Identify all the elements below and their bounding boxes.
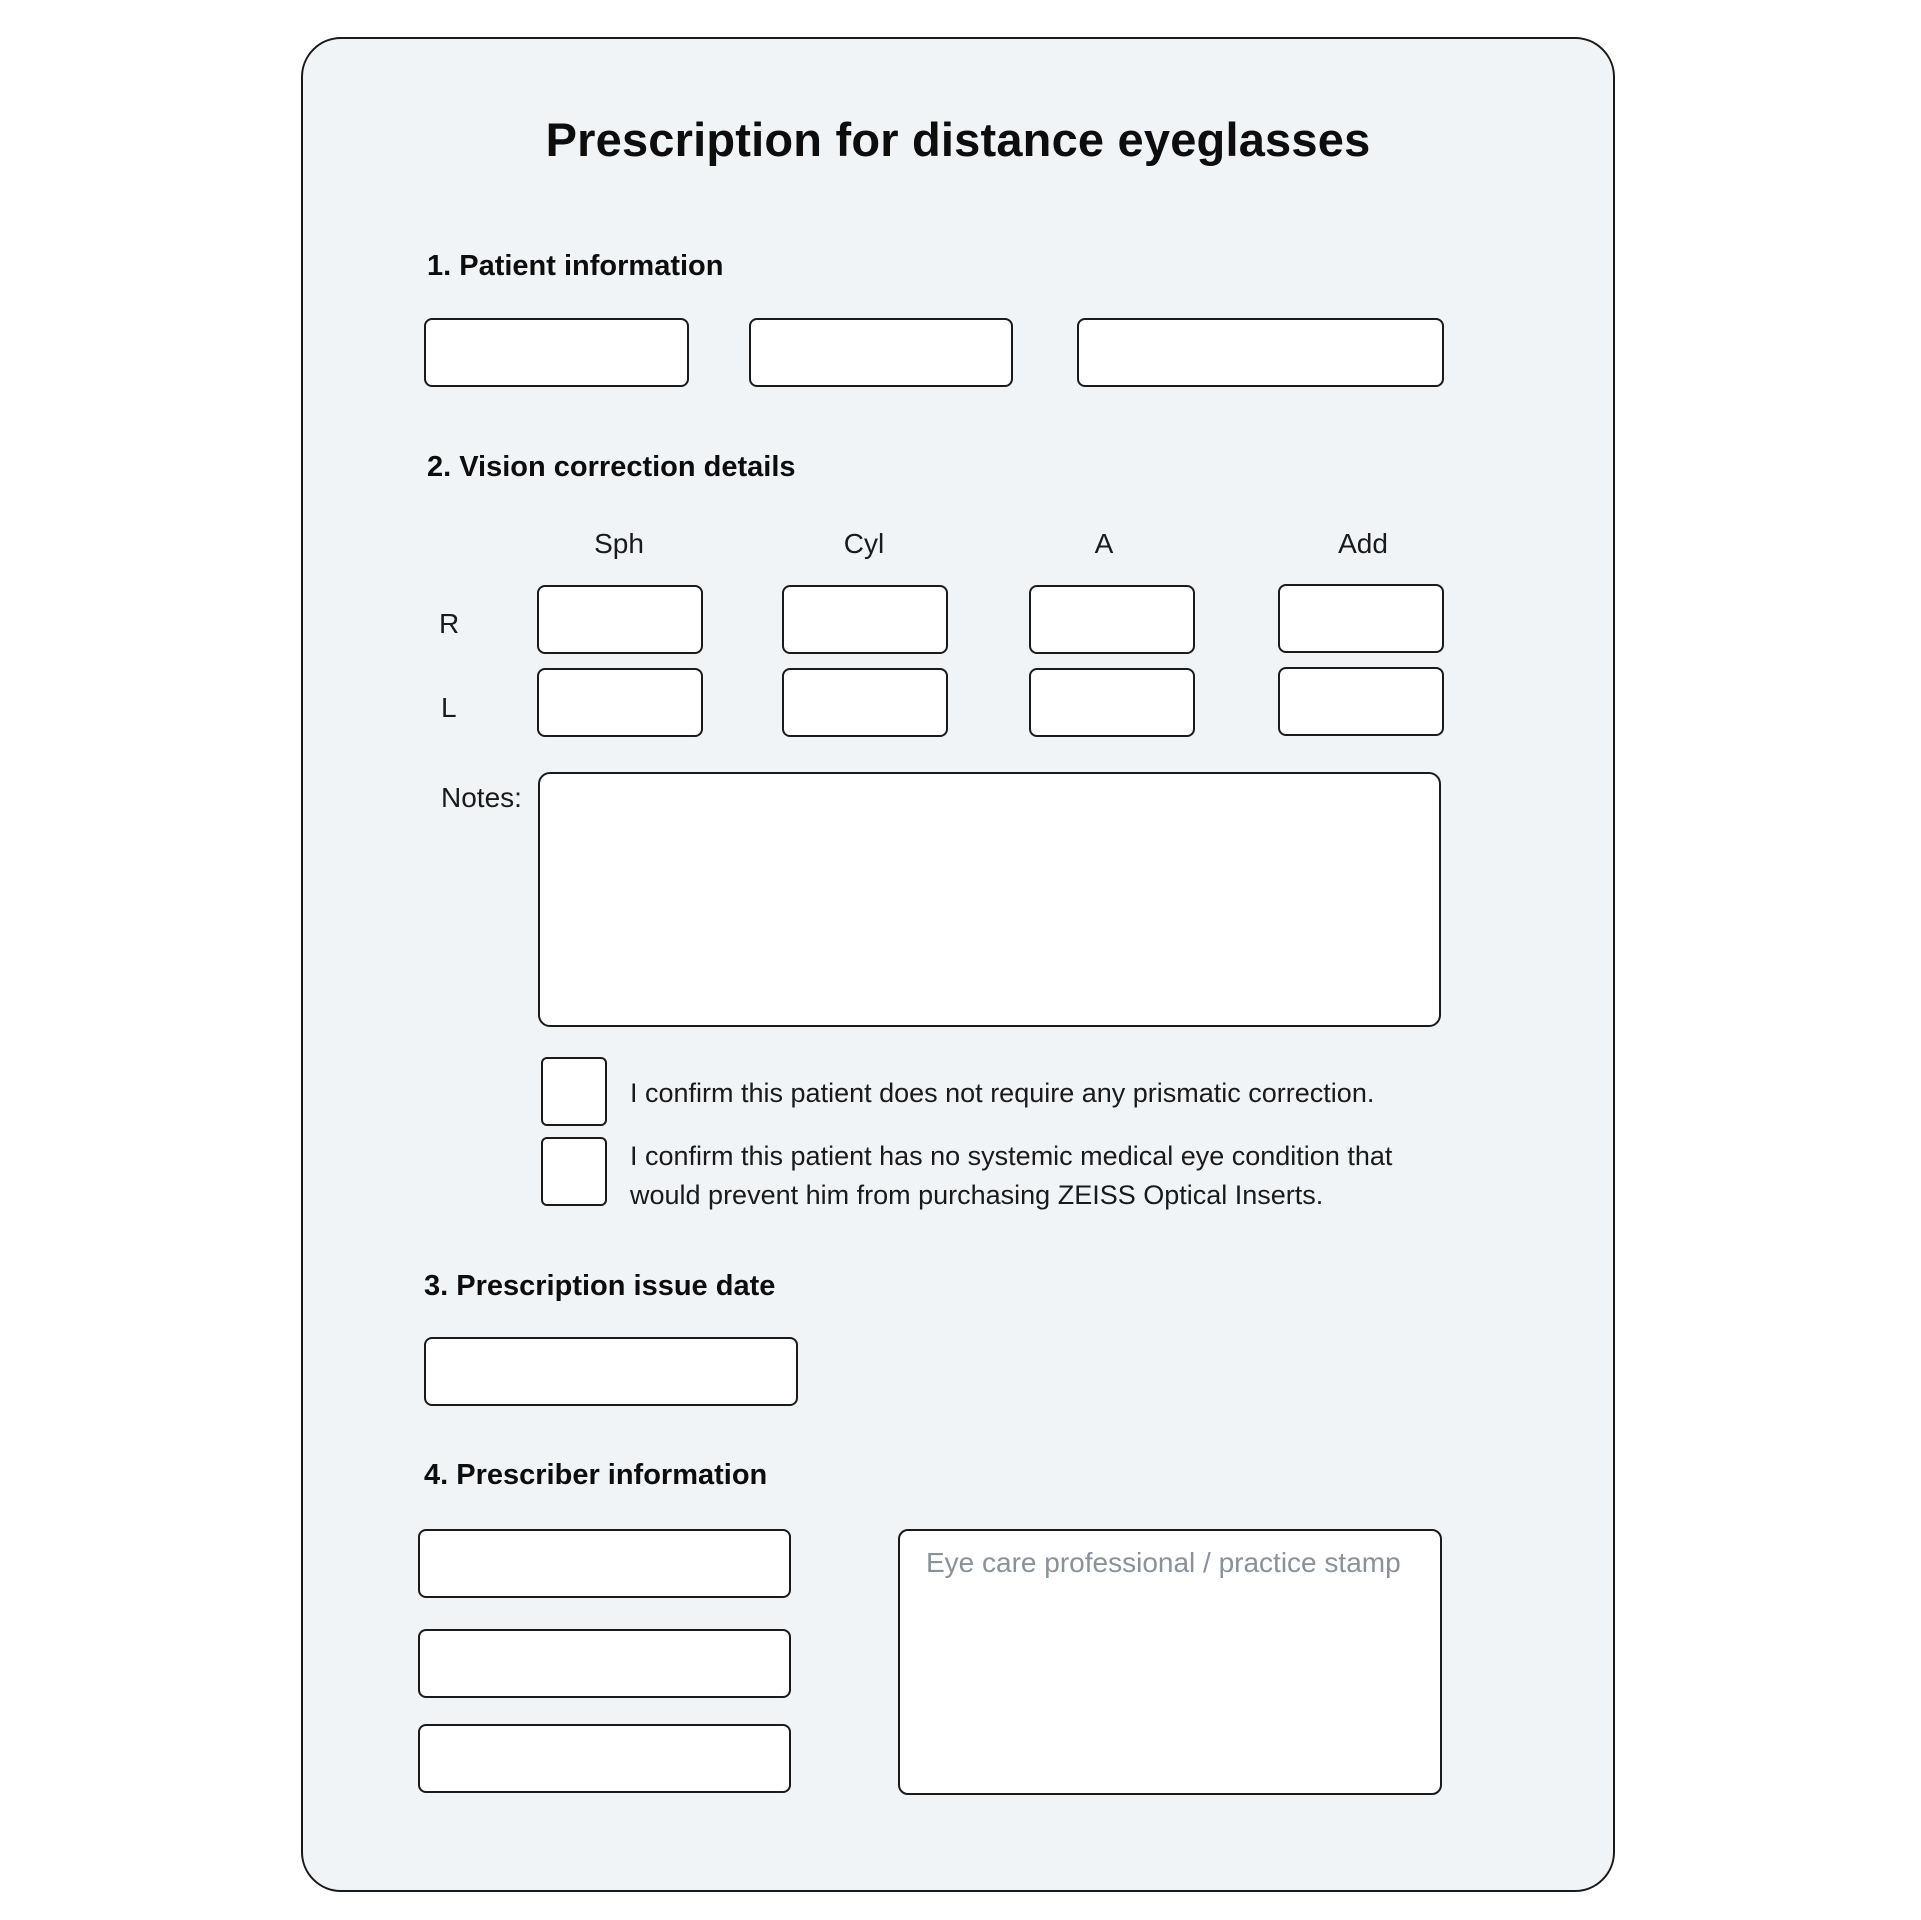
patient-field-3[interactable] <box>1077 318 1444 387</box>
left-add-input[interactable] <box>1278 667 1444 736</box>
stamp-placeholder-text: Eye care professional / practice stamp <box>926 1547 1401 1578</box>
left-cyl-input[interactable] <box>782 668 948 737</box>
column-header-add: Add <box>1338 528 1388 559</box>
left-sph-input[interactable] <box>537 668 703 737</box>
row-label-right: R <box>439 608 460 639</box>
patient-field-2[interactable] <box>749 318 1013 387</box>
prescriber-field-1[interactable] <box>418 1529 791 1598</box>
prescriber-field-2[interactable] <box>418 1629 791 1698</box>
right-axis-input[interactable] <box>1029 585 1195 654</box>
patient-field-1[interactable] <box>424 318 689 387</box>
column-header-cyl: Cyl <box>843 528 885 559</box>
left-axis-input[interactable] <box>1029 668 1195 737</box>
right-cyl-input[interactable] <box>782 585 948 654</box>
patient-information-heading: 1. Patient information <box>427 250 724 282</box>
column-header-sph: Sph <box>594 528 644 559</box>
notes-label: Notes: <box>441 782 522 813</box>
medical-confirm-checkbox[interactable] <box>541 1137 607 1206</box>
prescriber-information-heading: 4. Prescriber information <box>424 1459 768 1491</box>
notes-textarea[interactable] <box>538 772 1441 1027</box>
right-add-input[interactable] <box>1278 584 1444 653</box>
medical-confirm-text <box>630 1137 1392 1215</box>
form-title: Prescription for distance eyeglasses <box>545 113 1371 166</box>
prism-confirm-text: I confirm this patient does not require any prismatic correction. <box>630 1078 1375 1108</box>
vision-correction-heading: 2. Vision correction details <box>427 451 796 483</box>
medical-confirm-line-1: I confirm this patient has no systemic medical eye condition that <box>630 1141 1393 1171</box>
row-label-left: L <box>441 692 457 723</box>
medical-confirm-line-2: would prevent him from purchasing ZEISS Optical Inserts. <box>630 1180 1324 1210</box>
column-header-axis: A <box>1094 528 1114 559</box>
right-sph-input[interactable] <box>537 585 703 654</box>
issue-date-input[interactable] <box>424 1337 798 1406</box>
prescriber-field-3[interactable] <box>418 1724 791 1793</box>
prism-confirm-checkbox[interactable] <box>541 1057 607 1126</box>
issue-date-heading: 3. Prescription issue date <box>424 1270 776 1302</box>
